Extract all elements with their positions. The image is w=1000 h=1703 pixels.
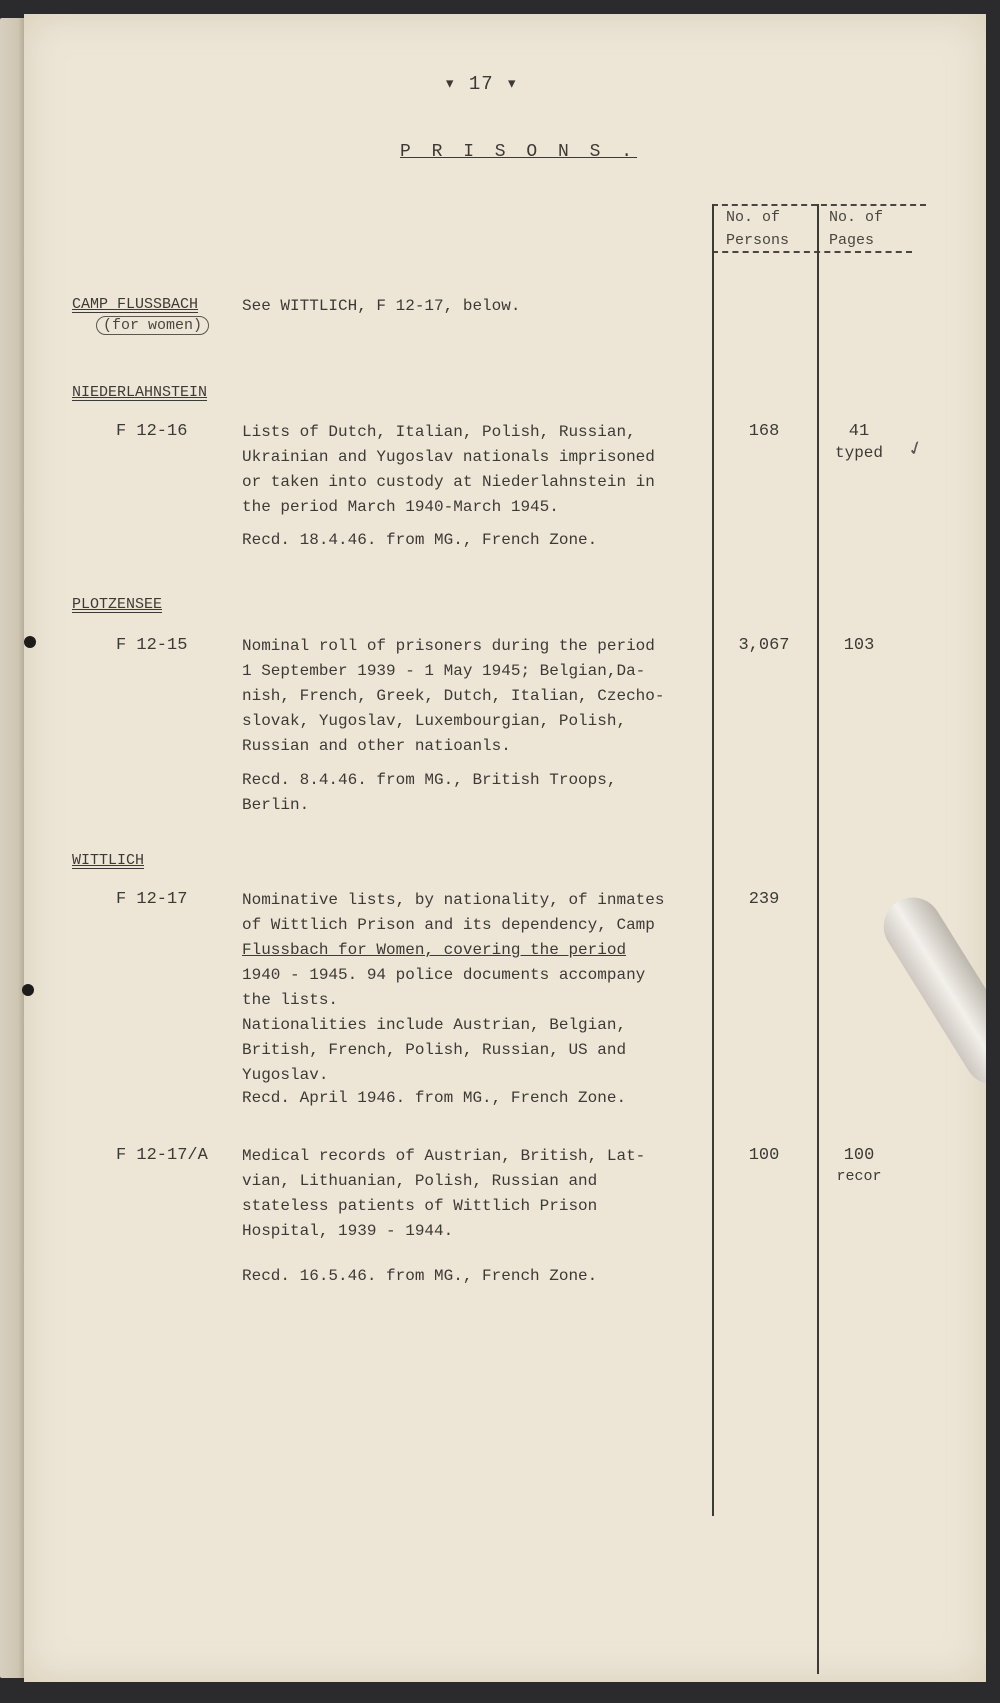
section-niederlahnstein: NIEDERLAHNSTEIN xyxy=(72,384,208,401)
document-page xyxy=(24,14,986,1682)
pages-count: 100 xyxy=(843,1146,875,1165)
persons-count: 239 xyxy=(748,890,780,909)
page-heading: P R I S O N S . xyxy=(400,142,638,162)
persons-count: 168 xyxy=(748,422,780,441)
pages-column-header: No. of Pages xyxy=(829,209,884,249)
paper-clip xyxy=(873,887,986,1096)
entry-description: Lists of Dutch, Italian, Polish, Russian, Ukrainian and Yugoslav nationals imprisoned or taken into custody at Niederlahnstein in the period March 1940-March 1945. xyxy=(242,423,655,516)
binding-hole xyxy=(24,636,36,648)
pages-count: 41 xyxy=(848,422,870,441)
persons-count: 100 xyxy=(748,1146,780,1165)
checkmark-icon: ✓ xyxy=(905,435,927,464)
received-note: Recd. 8.4.46. from MG., British Troops, Berlin. xyxy=(242,771,617,814)
see-reference: See WITTLICH, F 12-17, below. xyxy=(242,297,521,315)
persons-column-rule xyxy=(712,204,714,1516)
persons-count: 3,067 xyxy=(738,636,790,655)
entry-code: F 12-17 xyxy=(116,890,188,909)
binding-hole xyxy=(22,984,34,996)
entry-code: F 12-16 xyxy=(116,422,188,441)
entry-code: F 12-17/A xyxy=(116,1146,208,1165)
persons-column-header: No. of Persons xyxy=(726,209,790,249)
section-camp-flussbach: CAMP FLUSSBACH xyxy=(72,296,199,313)
received-note: Recd. 16.5.46. from MG., French Zone. xyxy=(242,1267,598,1285)
pages-column-rule xyxy=(817,204,819,1674)
received-note: Recd. April 1946. from MG., French Zone. xyxy=(242,1089,627,1107)
entry-description: Medical records of Austrian, British, Lat- vian, Lithuanian, Polish, Russian and stateless patients of Wittlich Prison Hospital, 1939 - 1944. xyxy=(242,1147,646,1240)
entry-description: Nominal roll of prisoners during the period 1 September 1939 - 1 May 1945; Belgian,Da- nish, French, Greek, Dutch, Italian, Czecho- slovak, Yugoslav, Luxembourgian, Polish, Russian and other natioanls. xyxy=(242,637,665,755)
pages-note: typed xyxy=(834,444,883,462)
table-header-rule xyxy=(712,251,912,253)
pages-count: 103 xyxy=(843,636,875,655)
entry-description: Nominative lists, by nationality, of inmates of Wittlich Prison and its dependency, Camp Flussbach for Women, covering the period 1940 - 1945. 94 police documents accompany the lists. Nationalities include Austrian, Belgian, British, French, Polish, Russian, US and Yugoslav. xyxy=(242,891,665,1084)
section-plotzensee: PLOTZENSEE xyxy=(72,596,163,613)
entry-code: F 12-15 xyxy=(116,636,188,655)
page-number: ▾ 17 ▾ xyxy=(444,73,519,95)
pages-note: recor xyxy=(836,1168,882,1185)
section-camp-flussbach-subtitle: (for women) xyxy=(96,316,209,335)
section-wittlich: WITTLICH xyxy=(72,852,145,869)
received-note: Recd. 18.4.46. from MG., French Zone. xyxy=(242,531,598,549)
